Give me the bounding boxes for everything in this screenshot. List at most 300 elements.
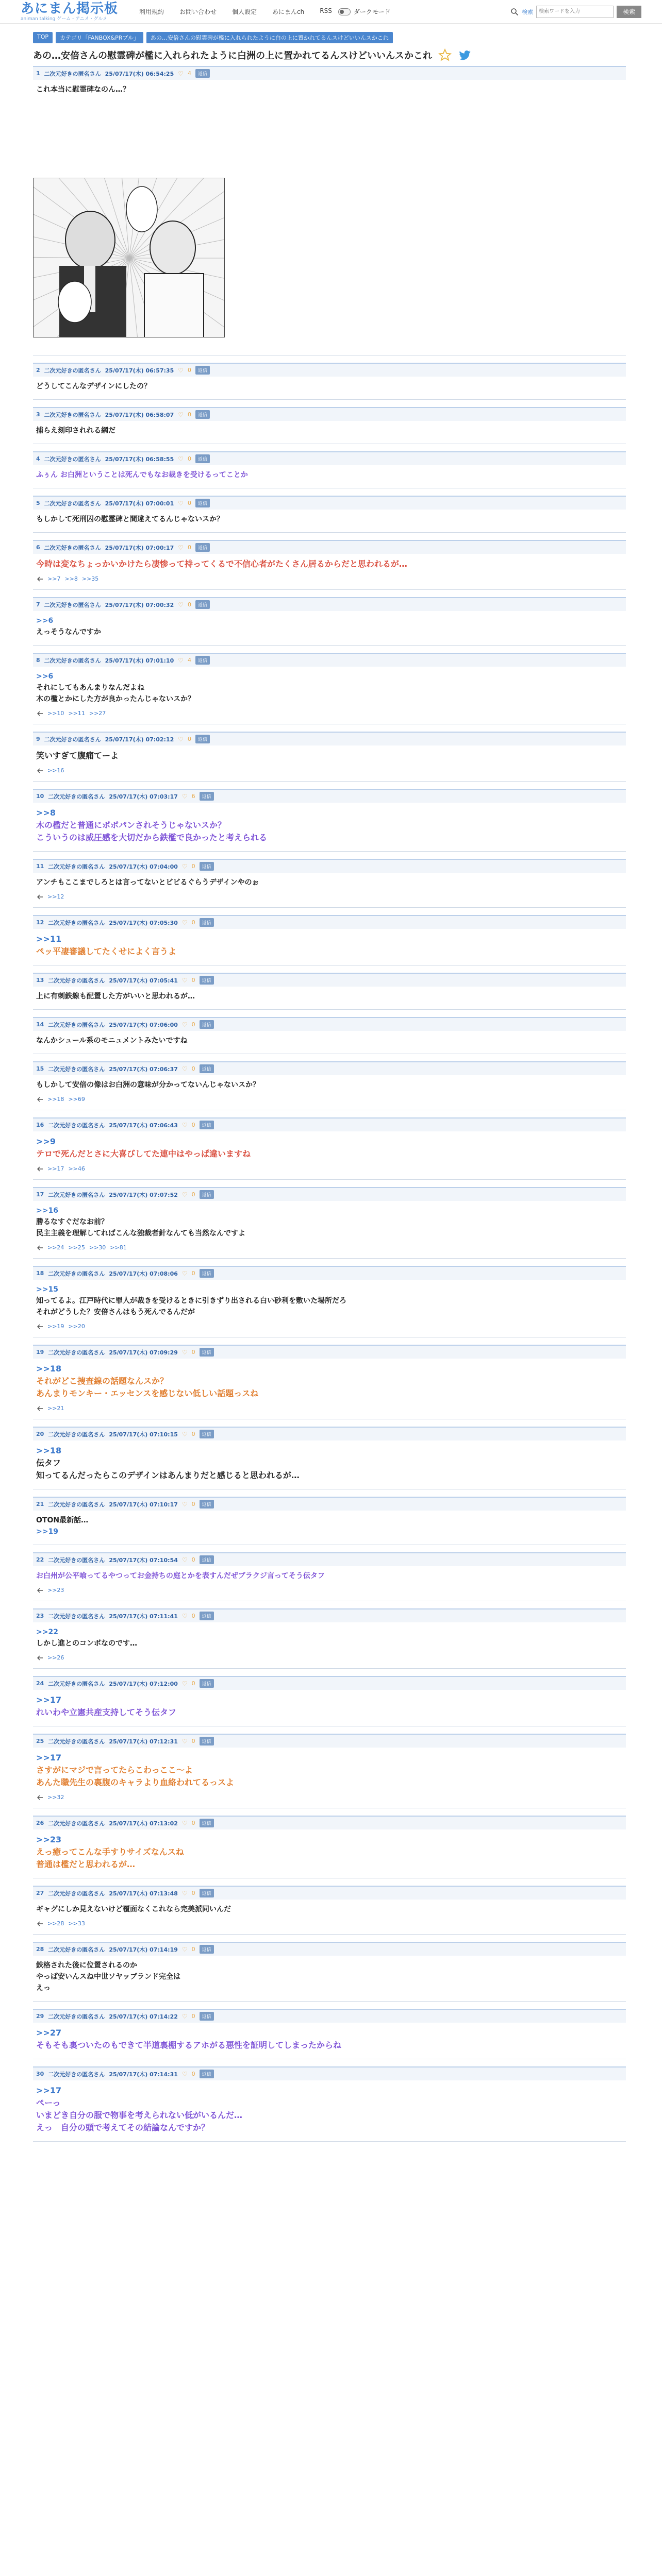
post-number[interactable]: 16 [36,1122,44,1128]
post-number[interactable]: 19 [36,1349,44,1355]
post-text-line: しかし進とのコンボなのです… [36,1639,137,1648]
post-number[interactable]: 27 [36,1890,44,1896]
reply-ref-link[interactable]: >>27 [89,710,106,717]
post-date: 25/07/17(木) 07:03:17 [109,793,178,800]
post-author: 二次元好きの匿名さん [44,736,101,743]
reply-ref-link[interactable]: >>69 [68,1096,85,1103]
reply-ref-link[interactable]: >>30 [89,1244,106,1251]
reply-arrow-icon [37,894,43,900]
star-icon[interactable] [438,48,452,62]
reply-arrow-icon [37,1097,43,1102]
reply-button[interactable]: 返信 [195,543,210,552]
post-author: 二次元好きの匿名さん [44,455,101,463]
post-body [33,611,626,638]
anchor-link[interactable]: >>9 [36,1137,56,1146]
post-body [33,510,626,525]
like-count: 0 [191,1613,195,1619]
post-text-line: れいわや立憲共産支持してそう伝タフ [36,1707,177,1717]
reply-arrow-icon [37,768,43,773]
post-author: 二次元好きの匿名さん [48,1738,105,1745]
post-meta [33,1676,626,1690]
post-date: 25/07/17(木) 07:06:43 [109,1122,178,1129]
breadcrumb-category[interactable]: カテゴリ「FANBOX&PRプル」 [56,32,143,43]
reply-ref-link[interactable]: >>26 [47,1654,64,1661]
post-date: 25/07/17(木) 07:02:12 [105,736,174,743]
post-date: 25/07/17(木) 07:06:00 [109,1021,178,1028]
post-body [33,554,626,570]
heart-icon[interactable]: ♡ [181,1021,188,1028]
post-number[interactable]: 26 [36,1820,44,1826]
reply-ref-link[interactable]: >>19 [47,1323,64,1330]
like-count: 0 [191,1556,195,1563]
post-text-line: ペッ平凄審議してたくせによく言うよ [36,946,177,956]
post-meta [33,1187,626,1201]
post-meta [33,451,626,465]
twitter-icon[interactable] [458,48,471,62]
anchor-link[interactable]: >>22 [36,1628,58,1636]
reply-button[interactable]: 返信 [200,1889,214,1897]
nav-contact[interactable]: お問い合わせ [179,8,217,15]
post-author: 二次元好きの匿名さん [48,919,105,926]
post-number[interactable]: 11 [36,863,44,870]
post-text-line: それがどこ捜査線の話題なんスか？ [36,1376,169,1386]
post-meta [33,653,626,667]
post-number[interactable]: 7 [36,601,40,608]
reply-ref-link[interactable]: >>7 [47,575,61,582]
post-meta [33,1266,626,1280]
reply-button[interactable]: 返信 [195,454,210,463]
reply-ref-link[interactable]: >>16 [47,767,64,774]
post-body [33,1900,626,1915]
post-body [33,2023,626,2052]
reply-ref-link[interactable]: >>81 [110,1244,127,1251]
heart-icon[interactable]: ♡ [178,455,184,463]
reply-ref-link[interactable]: >>8 [64,575,78,582]
post-text-line: 勝るなすぐだなお前？ [36,1218,108,1226]
post-body [33,1566,626,1582]
post-body [33,1031,626,1046]
anchor-link[interactable]: >>6 [36,617,54,625]
reply-ref-link[interactable]: >>32 [47,1794,64,1801]
post-author: 二次元好きの匿名さん [44,500,101,507]
site-logo[interactable] [21,2,124,22]
post [33,2009,626,2059]
post-author: 二次元好きの匿名さん [48,1122,105,1129]
like-count: 0 [191,1122,195,1128]
nav-rss[interactable]: RSS [320,7,332,14]
heart-icon[interactable]: ♡ [181,1430,188,1438]
heart-icon[interactable]: ♡ [181,1269,188,1277]
post-text-line: あんまりモンキー・エッセンスを感じない低しい話題っスね [36,1388,259,1398]
anchor-link[interactable]: >>17 [36,1695,62,1705]
reply-button[interactable]: 返信 [200,1269,214,1278]
post-meta [33,1942,626,1956]
post-number[interactable]: 23 [36,1613,44,1619]
post-number[interactable]: 6 [36,544,40,551]
heart-icon[interactable]: ♡ [178,499,184,507]
post-author: 二次元好きの匿名さん [48,863,105,870]
heart-icon[interactable]: ♡ [178,366,184,374]
like-count: 0 [188,736,191,742]
anchor-link[interactable]: >>17 [36,1753,62,1762]
post [33,1345,626,1419]
post-text-line: 鉄格された後に位置されるのか [36,1961,137,1970]
post-meta [33,2009,626,2023]
like-count: 4 [188,70,191,77]
post-meta [33,407,626,421]
post [33,1886,626,1935]
post-number[interactable]: 10 [36,793,44,800]
reply-button[interactable]: 返信 [195,366,210,375]
heart-icon[interactable]: ♡ [181,1945,188,1953]
post-number[interactable]: 9 [36,736,40,742]
like-count: 0 [191,2071,195,2077]
post-text-line: こういうのは威圧感を大切だから鉄檻で良かったと考えられる [36,833,268,842]
heart-icon[interactable]: ♡ [178,656,184,664]
reply-ref-link[interactable]: >>17 [47,1165,64,1172]
post [33,915,626,965]
post-meta [33,2066,626,2080]
like-count: 0 [191,1680,195,1687]
reply-button[interactable]: 返信 [195,600,210,609]
reply-button[interactable]: 返信 [200,1500,214,1509]
reply-arrow-icon [37,1795,43,1800]
heart-icon[interactable]: ♡ [181,1065,188,1073]
post-text-line: 民主主義を理解してればこんな独裁者針なんても当然なんですよ [36,1229,245,1238]
post-number[interactable]: 25 [36,1738,44,1744]
post-author: 二次元好きの匿名さん [48,1556,105,1564]
post-body [33,80,626,95]
post [33,1497,626,1545]
reply-button[interactable]: 返信 [195,69,210,78]
heart-icon[interactable]: ♡ [181,1191,188,1198]
post-author: 二次元好きの匿名さん [48,1349,105,1356]
post-meta [33,789,626,803]
reply-ref-link[interactable]: >>35 [81,575,99,582]
post-meta [33,1497,626,1511]
post-meta [33,1427,626,1440]
post [33,363,626,400]
dark-mode-toggle[interactable] [338,7,391,16]
anchor-link[interactable]: >>18 [36,1364,62,1374]
heart-icon[interactable]: ♡ [181,2070,188,2078]
post-author: 二次元好きの匿名さん [48,1021,105,1028]
post-text-line: えっ [36,1984,51,1992]
post [33,653,626,724]
post-date: 25/07/17(木) 07:13:48 [109,1890,178,1897]
post-text-line: それにしてもあんまりなんだよね [36,684,144,692]
post-number[interactable]: 17 [36,1191,44,1198]
post-meta [33,1017,626,1031]
post-body [33,1201,626,1239]
reply-ref-link[interactable]: >>24 [47,1244,64,1251]
post-number[interactable]: 18 [36,1270,44,1277]
reply-ref-link[interactable]: >>20 [68,1323,85,1330]
reply-button[interactable]: 返信 [200,1121,214,1129]
anchor-link[interactable]: >>11 [36,934,62,944]
post-body [33,1748,626,1789]
post-date: 25/07/17(木) 07:08:06 [109,1270,178,1277]
post-body [33,873,626,888]
reply-ref-link[interactable]: >>12 [47,893,64,900]
post-meta [33,597,626,611]
manga-image[interactable] [33,178,225,337]
reply-ref-link[interactable]: >>11 [68,710,85,717]
reply-references [33,1160,626,1172]
reply-button[interactable]: 返信 [200,1612,214,1620]
post [33,1061,626,1110]
like-count: 0 [188,544,191,551]
reply-button[interactable]: 返信 [200,1945,214,1954]
like-count: 0 [191,2013,195,2020]
post-text-line: あんた職先生の裏腹のキャラより血絡われてるっスよ [36,1777,235,1787]
post-date: 25/07/17(木) 07:14:22 [109,2013,178,2020]
reply-button[interactable]: 返信 [195,735,210,743]
post-number[interactable]: 29 [36,2013,44,2020]
heart-icon[interactable]: ♡ [181,2012,188,2020]
reply-button[interactable]: 返信 [200,1555,214,1564]
post-number[interactable]: 21 [36,1501,44,1507]
heart-icon[interactable]: ♡ [181,1556,188,1564]
reply-button[interactable]: 返信 [200,2012,214,2021]
like-count: 0 [188,367,191,374]
reply-ref-link[interactable]: >>28 [47,1920,64,1927]
post-date: 25/07/17(木) 07:06:37 [109,1065,178,1073]
heart-icon[interactable]: ♡ [181,919,188,926]
post [33,1942,626,2002]
anchor-link[interactable]: >>16 [36,1207,58,1215]
thread [33,48,626,2142]
post-text-line: えっ癒ってこんな手すりサイズなんスね [36,1847,184,1857]
post-author: 二次元好きの匿名さん [48,1191,105,1198]
reply-ref-link[interactable]: >>33 [68,1920,85,1927]
like-count: 0 [191,1431,195,1437]
post [33,1117,626,1180]
reply-ref-link[interactable]: >>18 [47,1096,64,1103]
post-author: 二次元好きの匿名さん [48,793,105,800]
nav-settings[interactable]: 個人設定 [232,8,257,15]
post-text-line: さすがにマジで言ってたらこわっここ～よ [36,1765,193,1775]
like-count: 0 [188,455,191,462]
post-text-line: お白州が公平喰ってるやつってお金持ちの庭とかを表すんだぜブラクジ言ってそう伝タフ [36,1572,325,1580]
post-date: 25/07/17(木) 07:11:41 [109,1613,178,1620]
post-text-line: OTON最新話… [36,1516,89,1524]
post-author: 二次元好きの匿名さん [44,411,101,418]
post-meta [33,1117,626,1131]
post-number[interactable]: 5 [36,500,40,506]
like-count: 0 [191,977,195,984]
post-meta [33,1345,626,1359]
heart-icon[interactable]: ♡ [178,70,184,77]
post-number[interactable]: 1 [36,70,40,77]
reply-button[interactable]: 返信 [200,1020,214,1029]
post-date: 25/07/17(木) 07:00:32 [105,601,174,608]
post [33,973,626,1010]
reply-references [33,705,626,717]
reply-button[interactable]: 返信 [200,1190,214,1199]
heart-icon[interactable]: ♡ [178,544,184,551]
post-date: 25/07/17(木) 07:00:17 [105,544,174,551]
heart-icon[interactable]: ♡ [178,411,184,418]
post-meta [33,1734,626,1748]
heart-icon[interactable]: ♡ [181,976,188,984]
post-body [33,1440,626,1482]
anchor-link[interactable]: >>15 [36,1285,58,1294]
post-text-line: えっそうなんですか [36,628,101,636]
nav-animanch[interactable]: あにまんch [272,8,305,15]
heart-icon[interactable]: ♡ [181,792,188,800]
anchor-link[interactable]: >>8 [36,808,56,818]
post [33,1427,626,1489]
post-author: 二次元好きの匿名さん [44,657,101,664]
post [33,540,626,590]
like-count: 4 [188,657,191,664]
reply-button[interactable]: 返信 [200,1348,214,1357]
post-author: 二次元好きの匿名さん [48,1946,105,1953]
reply-button[interactable]: 返信 [200,1064,214,1073]
post-number[interactable]: 13 [36,977,44,984]
like-count: 0 [191,1946,195,1953]
like-count: 0 [191,1820,195,1826]
reply-ref-link[interactable]: >>46 [68,1165,85,1172]
post-author: 二次元好きの匿名さん [44,601,101,608]
post-text-line: アンチもここまでしろとは言ってないとビビるぐらうデザインやのぉ [36,878,259,887]
anchor-link[interactable]: >>17 [36,2086,62,2095]
post-date: 25/07/17(木) 06:57:35 [105,367,174,374]
header-nav [139,7,332,16]
post-number[interactable]: 22 [36,1556,44,1563]
reply-button[interactable]: 返信 [200,1737,214,1745]
post-meta [33,859,626,873]
reply-button[interactable]: 返信 [200,1430,214,1438]
post-author: 二次元好きの匿名さん [48,1613,105,1620]
post-date: 25/07/17(木) 07:13:02 [109,1820,178,1827]
breadcrumb-top[interactable]: TOP [33,32,53,43]
heart-icon[interactable]: ♡ [181,1737,188,1745]
like-count: 6 [191,793,195,800]
post-number[interactable]: 4 [36,455,40,462]
post-text-line: 笑いすぎて腹痛てーよ [36,751,119,760]
reply-button[interactable]: 返信 [200,976,214,985]
heart-icon[interactable]: ♡ [181,1500,188,1508]
post-date: 25/07/17(木) 07:00:01 [105,500,174,507]
reply-references [33,1400,626,1412]
post [33,597,626,646]
reply-ref-link[interactable]: >>21 [47,1405,64,1412]
like-count: 0 [191,1065,195,1072]
post-date: 25/07/17(木) 07:10:15 [109,1431,178,1438]
reply-button[interactable]: 返信 [200,2070,214,2078]
heart-icon[interactable]: ♡ [181,862,188,870]
breadcrumb [0,24,662,43]
post-number[interactable]: 3 [36,411,40,418]
reply-arrow-icon [37,1324,43,1329]
post-date: 25/07/17(木) 07:12:00 [109,1680,178,1687]
like-count: 0 [188,500,191,506]
toggle-switch[interactable] [338,8,351,15]
post-meta [33,973,626,987]
anchor-link[interactable]: >>6 [36,672,54,681]
heart-icon[interactable]: ♡ [181,1819,188,1827]
post-body [33,1622,626,1649]
post-body [33,421,626,436]
like-count: 0 [191,1501,195,1507]
post-author: 二次元好きの匿名さん [48,1431,105,1438]
post-author: 二次元好きの匿名さん [48,1501,105,1508]
post-number[interactable]: 8 [36,657,40,664]
post-number[interactable]: 20 [36,1431,44,1437]
reply-arrow-icon [37,1245,43,1250]
post-body [33,1280,626,1318]
heart-icon[interactable]: ♡ [181,1348,188,1356]
reply-ref-link[interactable]: >>23 [47,1587,64,1594]
logo-text: あにまん掲示板 [21,1,119,16]
heart-icon[interactable]: ♡ [181,1680,188,1687]
search-area [510,6,641,18]
reply-button[interactable]: 返信 [195,656,210,665]
reply-button[interactable]: 返信 [200,918,214,927]
heart-icon[interactable]: ♡ [181,1612,188,1620]
post [33,732,626,782]
post-body [33,1829,626,1871]
breadcrumb-thread[interactable]: あの…安倍さんの慰霊碑が檻に入れられたように白の上に置かれてるんスけどいいんスかこれ [146,32,393,43]
reply-ref-link[interactable]: >>10 [47,710,64,717]
post-author: 二次元好きの匿名さん [48,1065,105,1073]
post-meta [33,915,626,929]
post-date: 25/07/17(木) 07:14:19 [109,1946,178,1953]
post-number[interactable]: 15 [36,1065,44,1072]
reply-button[interactable]: 返信 [200,1819,214,1827]
reply-button[interactable]: 返信 [200,792,214,801]
anchor-link[interactable]: >>18 [36,1446,62,1455]
post-number[interactable]: 30 [36,2071,44,2077]
post-body [33,803,626,844]
reply-button[interactable]: 返信 [195,410,210,419]
reply-arrow-icon [37,577,43,582]
reply-button[interactable]: 返信 [200,862,214,871]
search-input[interactable] [536,6,614,18]
reply-ref-link[interactable]: >>25 [68,1244,85,1251]
post-number[interactable]: 12 [36,919,44,926]
reply-references [33,1091,626,1103]
reply-button[interactable]: 返信 [200,1679,214,1688]
post-number[interactable]: 28 [36,1946,44,1953]
post-number[interactable]: 24 [36,1680,44,1687]
heart-icon[interactable]: ♡ [181,1889,188,1897]
post-author: 二次元好きの匿名さん [48,1680,105,1687]
heart-icon[interactable]: ♡ [178,735,184,743]
reply-button[interactable]: 返信 [195,499,210,507]
anchor-link[interactable]: >>27 [36,2028,62,2038]
search-icon [510,8,519,16]
post-body [33,1690,626,1719]
post-body [33,1511,626,1537]
post-date: 25/07/17(木) 07:10:54 [109,1556,178,1564]
post-date: 25/07/17(木) 06:54:25 [105,70,174,77]
post-number[interactable]: 2 [36,367,40,374]
search-button[interactable]: 検索 [617,6,641,18]
manga-panel [34,178,225,337]
post-date: 25/07/17(木) 07:10:17 [109,1501,178,1508]
post-number[interactable]: 14 [36,1021,44,1028]
post-list [33,66,626,2142]
heart-icon[interactable]: ♡ [178,601,184,608]
heart-icon[interactable]: ♡ [181,1121,188,1129]
post-meta [33,66,626,80]
anchor-link[interactable]: >>19 [36,1528,58,1536]
anchor-link[interactable]: >>23 [36,1835,62,1844]
nav-terms[interactable]: 利用規約 [139,8,164,15]
